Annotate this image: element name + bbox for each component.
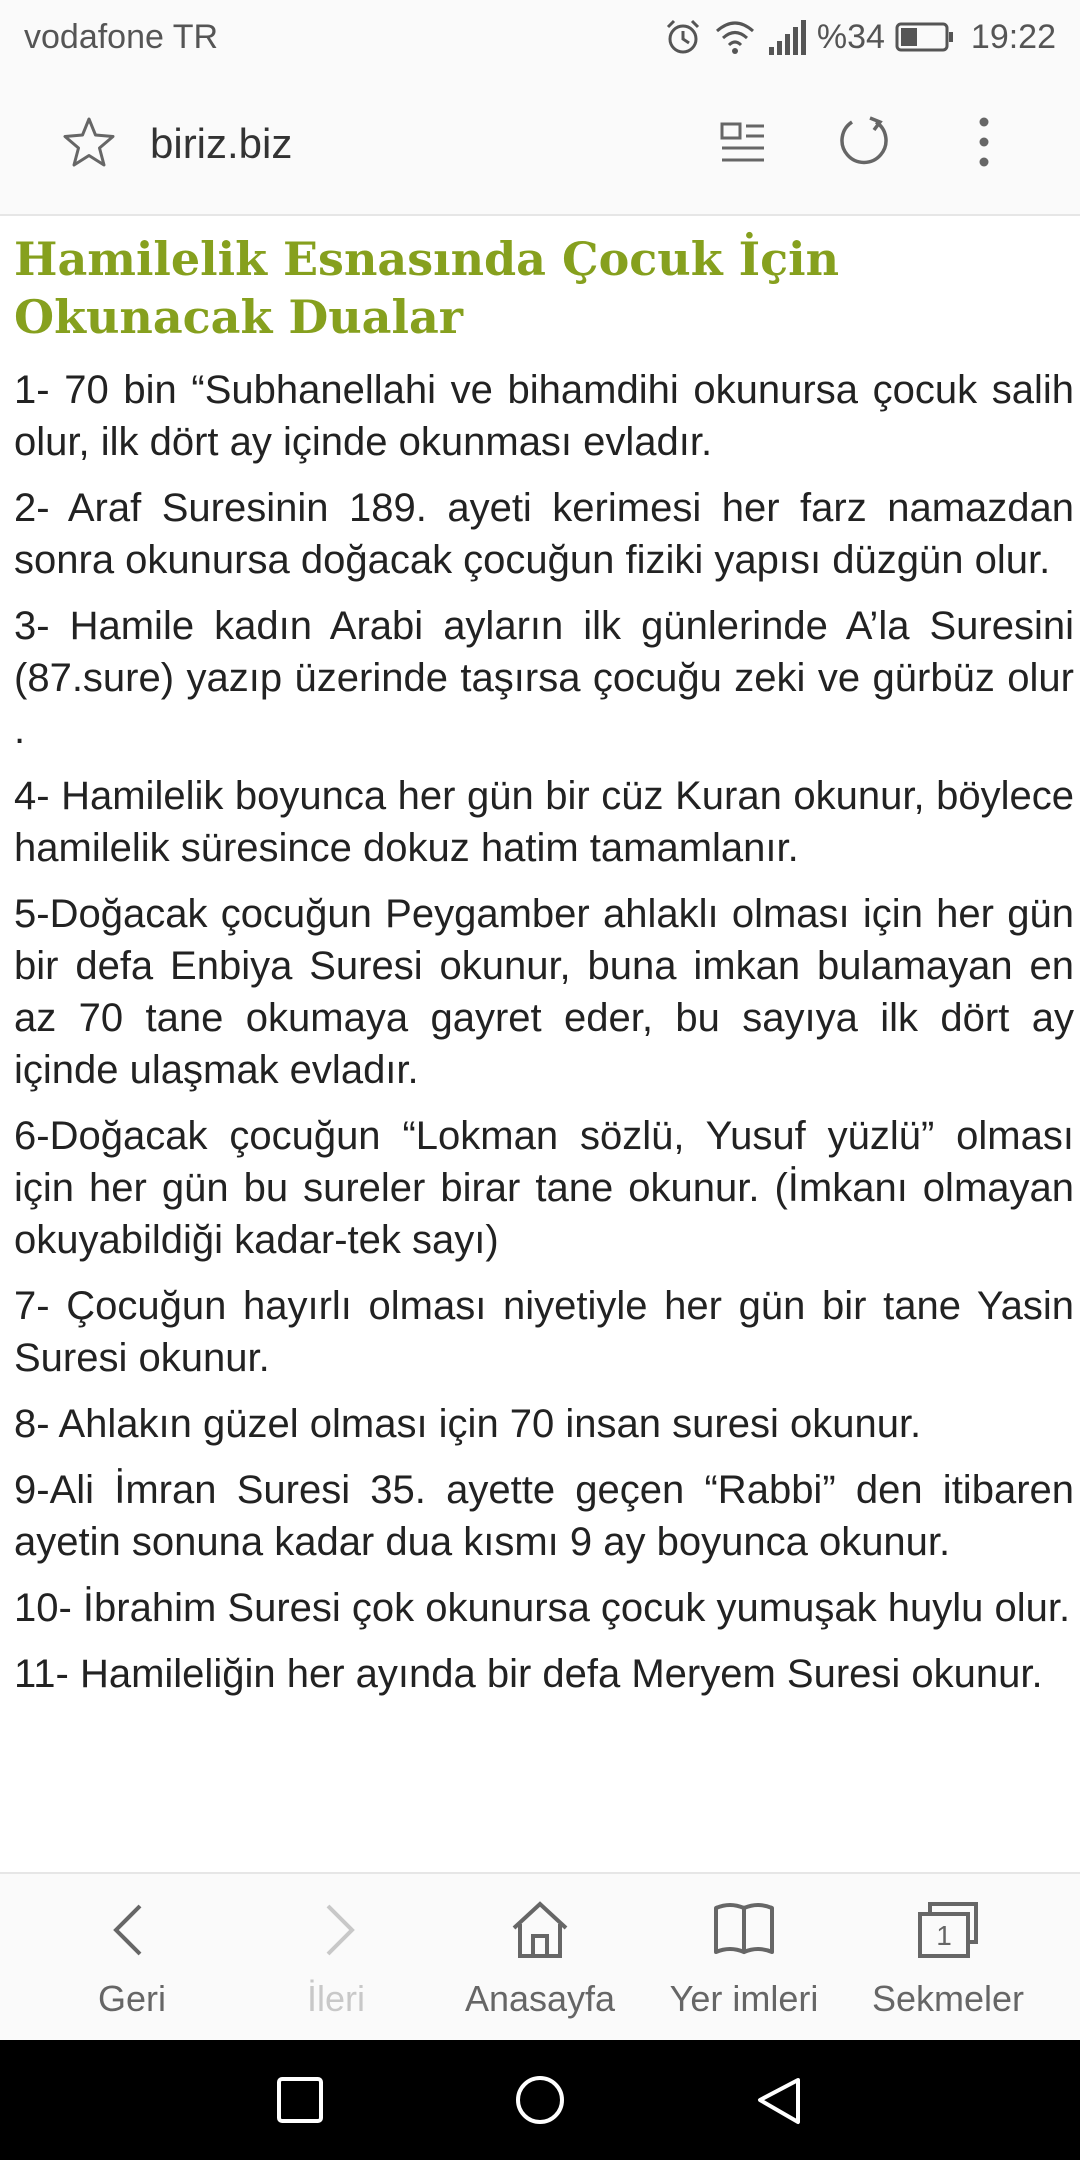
star-icon[interactable] [60, 114, 118, 177]
paragraph-5: 5-Doğacak çocuğun Peygamber ahlaklı olması için her gün bir defa Enbiya Suresi okunur, buna imkan bulamayan en az 70 tane okumaya gayret eder, bu sayıya ilk dört ay içinde ulaşmak evladır. [14, 892, 1074, 1092]
forward-label: İleri [306, 1978, 365, 2019]
browser-bottom-toolbar [0, 1872, 1080, 2042]
reload-icon[interactable] [834, 112, 894, 177]
back-triangle-icon[interactable] [754, 2076, 806, 2133]
paragraph-10: 10- İbrahim Suresi çok okunursa çocuk yumuşak huylu olur. [14, 1586, 1071, 1630]
paragraph-3: 3- Hamile kadın Arabi ayların ilk günlerinde A’la Suresini (87.sure) yazıp üzerinde taşırsa çocuğu zeki ve gürbüz olur . [14, 604, 1074, 752]
bookmarks-label: Yer imleri [669, 1978, 819, 2019]
page-content[interactable] [0, 216, 1080, 1872]
browser-address-bar [0, 74, 1080, 216]
alarm-icon [663, 17, 703, 57]
paragraph-7: 7- Çocuğun hayırlı olması niyetiyle her gün bir tane Yasin Suresi okunur. [14, 1284, 1074, 1380]
paragraph-9: 9-Ali İmran Suresi 35. ayette geçen “Rabbi” den itibaren ayetin sonuna kadar dua kısmı 9 ay boyunca okunur. [14, 1468, 1074, 1564]
signal-icon [767, 17, 807, 57]
paragraph-11-partial: 11- Hamileliğin her ayında bir defa Meryem Suresi okunur. [14, 1652, 1043, 1696]
paragraph-8: 8- Ahlakın güzel olması için 70 insan suresi okunur. [14, 1402, 922, 1446]
more-menu-icon[interactable] [960, 114, 1008, 175]
tabs-label: Sekmeler [871, 1978, 1025, 2019]
back-button[interactable] [24, 1874, 240, 2042]
forward-chevron-icon [228, 1898, 444, 1962]
wifi-icon [713, 17, 757, 57]
battery-icon [895, 21, 955, 53]
tab-count: 1 [936, 1920, 952, 1951]
home-icon [432, 1898, 648, 1962]
article-title: Hamilelik Esnasında Çocuk İçin Okunacak Dualar [14, 232, 840, 344]
status-indicators [663, 14, 1056, 60]
paragraph-6: 6-Doğacak çocuğun “Lokman sözlü, Yusuf yüzlü” olması için her gün bu sureler birar tane okunur. (İmkanı olmayan okuyabildiği kadar-tek sayı) [14, 1114, 1074, 1262]
forward-button[interactable] [228, 1874, 444, 2042]
paragraph-4: 4- Hamilelik boyunca her gün bir cüz Kuran okunur, böylece hamilelik süresince dokuz hatim tamamlanır. [14, 774, 1074, 870]
tabs-button[interactable] [840, 1874, 1056, 2042]
paragraph-2: 2- Araf Suresinin 189. ayeti kerimesi her farz namazdan sonra okunursa doğacak çocuğun fiziki yapısı düzgün olur. [14, 486, 1074, 582]
carrier-name: vodafone TR [24, 18, 219, 56]
recents-square-icon[interactable] [276, 2076, 324, 2129]
bookmarks-button[interactable] [636, 1874, 852, 2042]
status-bar [0, 0, 1080, 74]
back-chevron-icon [24, 1898, 240, 1962]
back-label: Geri [97, 1978, 166, 2019]
paragraph-1: 1- 70 bin “Subhanellahi ve bihamdihi okunursa çocuk salih olur, ilk dört ay içinde okunması evladır. [14, 368, 1074, 464]
home-circle-icon[interactable] [512, 2076, 568, 2137]
bookmarks-book-icon [636, 1898, 852, 1962]
tabs-icon [840, 1898, 1056, 1962]
home-button[interactable] [432, 1874, 648, 2042]
battery-percent: %34 [816, 17, 885, 56]
reader-mode-icon[interactable] [718, 118, 768, 173]
url-field[interactable]: biriz.biz [150, 120, 293, 167]
home-label: Anasayfa [464, 1978, 616, 2019]
clock: 19:22 [970, 17, 1056, 56]
system-navigation-bar [0, 2040, 1080, 2160]
